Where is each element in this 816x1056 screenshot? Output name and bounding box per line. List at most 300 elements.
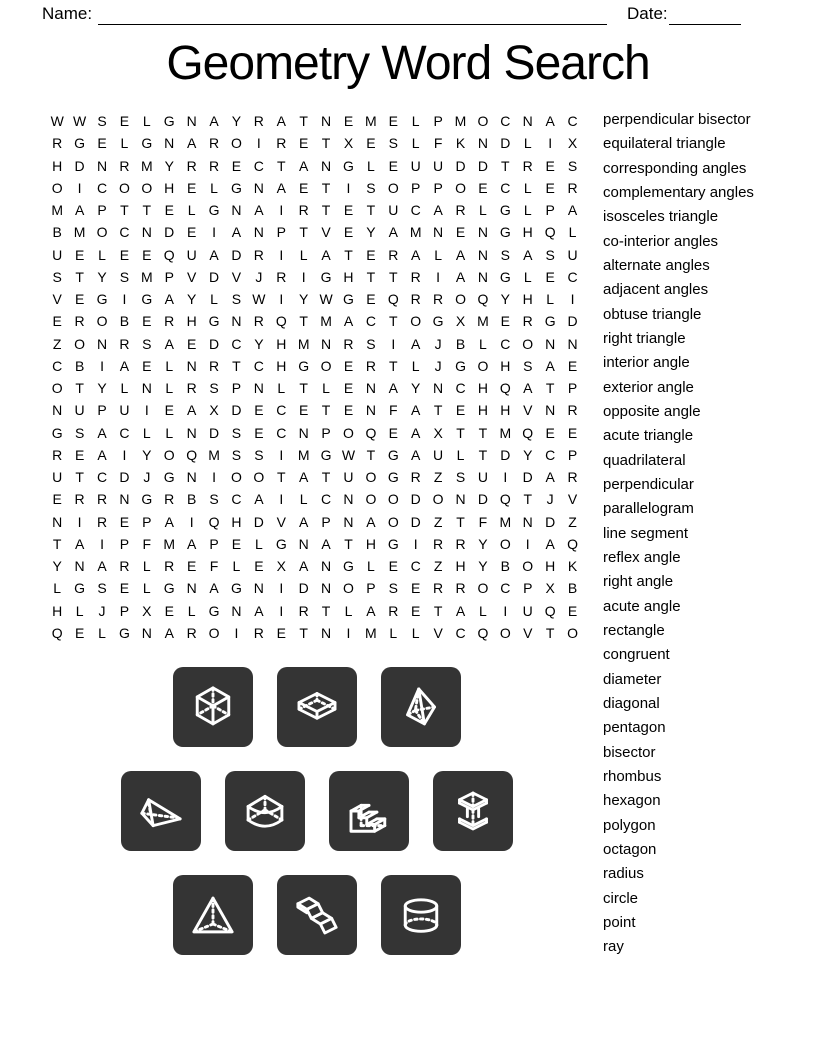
name-label: Name: — [42, 4, 93, 23]
grid-letter: A — [545, 535, 555, 552]
date-label: Date: — [627, 4, 668, 23]
grid-letter: T — [299, 313, 308, 330]
grid-letter: E — [142, 357, 152, 374]
word-list-item: hexagon — [603, 792, 661, 810]
name-blank-line[interactable] — [98, 9, 607, 25]
grid-letter: E — [164, 202, 174, 218]
grid-letter: E — [74, 291, 85, 307]
grid-letter: M — [208, 446, 220, 463]
grid-letter: P — [231, 380, 242, 396]
grid-letter: I — [122, 291, 127, 307]
grid-letter: E — [478, 179, 488, 196]
grid-letter: R — [410, 469, 421, 485]
grid-letter: C — [119, 424, 130, 441]
grid-letter: P — [433, 113, 443, 129]
grid-letter: L — [142, 558, 151, 574]
word-list-item: ray — [603, 938, 624, 956]
grid-letter: R — [276, 268, 287, 285]
grid-letter: D — [231, 402, 242, 419]
grid-letter: H — [276, 335, 287, 352]
grid-letter: O — [499, 535, 511, 552]
grid-letter: B — [52, 224, 62, 241]
word-list-item: isosceles triangle — [603, 208, 719, 226]
grid-letter: G — [432, 313, 444, 330]
grid-letter: I — [525, 535, 530, 552]
grid-letter: G — [320, 446, 332, 463]
grid-letter: N — [321, 624, 332, 641]
grid-letter: T — [299, 380, 308, 396]
grid-letter: E — [164, 602, 174, 619]
grid-letter: R — [253, 624, 264, 641]
grid-letter: G — [163, 113, 175, 129]
grid-letter: A — [411, 246, 421, 263]
grid-letter: O — [231, 469, 242, 485]
grid-letter: A — [411, 424, 421, 441]
word-list-item: reflex angle — [603, 548, 681, 566]
grid-letter: U — [522, 602, 533, 619]
word-list-item: complementary angles — [603, 183, 754, 201]
grid-letter: Q — [477, 624, 489, 641]
grid-letter: F — [209, 558, 219, 574]
grid-letter: A — [299, 558, 309, 574]
grid-letter: V — [321, 224, 331, 241]
grid-letter: B — [567, 580, 578, 597]
grid-letter: A — [74, 202, 85, 218]
grid-letter: G — [141, 491, 153, 508]
grid-letter: N — [545, 402, 556, 419]
grid-letter: R — [253, 313, 264, 330]
grid-letter: E — [343, 113, 354, 129]
grid-letter: E — [74, 446, 85, 463]
grid-letter: H — [231, 513, 242, 530]
grid-letter: I — [279, 602, 284, 619]
grid-letter: Q — [522, 424, 534, 441]
grid-letter: B — [74, 357, 85, 374]
grid-letter: E — [455, 224, 466, 241]
grid-letter: A — [254, 602, 264, 619]
grid-letter: R — [164, 491, 175, 508]
grid-letter: O — [477, 113, 489, 129]
grid-letter: E — [343, 202, 354, 218]
word-list-item: rectangle — [603, 621, 665, 639]
grid-letter: O — [455, 179, 466, 196]
shape-tiles — [0, 667, 634, 955]
grid-letter: A — [119, 357, 130, 374]
grid-letter: E — [164, 402, 174, 419]
grid-letter: O — [118, 179, 130, 196]
word-list-item: bisector — [603, 743, 656, 761]
grid-letter: N — [321, 113, 332, 129]
grid-letter: P — [142, 513, 152, 530]
grid-letter: Y — [142, 446, 152, 463]
grid-letter: E — [545, 157, 555, 174]
grid-letter: N — [522, 513, 533, 530]
grid-letter: X — [455, 313, 466, 330]
grid-letter: O — [74, 335, 86, 352]
grid-letter: C — [545, 446, 556, 463]
grid-letter: L — [142, 113, 151, 129]
grid-letter: L — [322, 380, 330, 396]
grid-letter: A — [388, 380, 398, 396]
grid-letter: L — [434, 246, 442, 263]
grid-letter: S — [545, 246, 555, 263]
grid-letter: E — [366, 291, 376, 307]
grid-letter: U — [119, 402, 130, 419]
date-blank-line[interactable] — [669, 9, 741, 25]
grid-letter: D — [298, 580, 309, 597]
grid-letter: D — [567, 313, 578, 330]
grid-letter: A — [276, 179, 286, 196]
grid-letter: B — [455, 335, 466, 352]
grid-letter: P — [321, 513, 331, 530]
grid-letter: Q — [499, 491, 511, 508]
grid-letter: P — [119, 602, 130, 619]
grid-letter: E — [254, 424, 264, 441]
grid-letter: E — [455, 402, 466, 419]
grid-letter: R — [119, 335, 130, 352]
grid-letter: L — [366, 558, 375, 574]
grid-letter: I — [436, 268, 441, 285]
grid-letter: N — [186, 113, 197, 129]
grid-letter: J — [434, 357, 442, 374]
grid-letter: E — [52, 313, 62, 330]
grid-letter: R — [522, 313, 533, 330]
word-list-item: opposite angle — [603, 402, 701, 420]
grid-letter: E — [388, 558, 398, 574]
grid-letter: B — [119, 313, 130, 330]
grid-letter: E — [74, 246, 85, 263]
grid-letter: H — [276, 357, 287, 374]
grid-letter: O — [432, 491, 444, 508]
word-list-item: quadrilateral — [603, 451, 686, 469]
word-list-item: radius — [603, 865, 644, 883]
grid-letter: Y — [52, 558, 62, 574]
word-list-item: acute triangle — [603, 427, 694, 445]
grid-letter: O — [231, 135, 242, 152]
grid-letter: E — [567, 357, 578, 374]
grid-letter: R — [298, 202, 309, 218]
grid-letter: E — [74, 624, 85, 641]
grid-letter: G — [343, 157, 354, 174]
grid-letter: L — [411, 357, 420, 374]
grid-letter: G — [208, 602, 220, 619]
grid-letter: G — [499, 202, 511, 218]
grid-letter: U — [410, 157, 421, 174]
grid-letter: L — [389, 624, 398, 641]
grid-letter: N — [186, 580, 197, 597]
grid-letter: O — [387, 513, 399, 530]
grid-letter: E — [119, 513, 130, 530]
grid-letter: L — [568, 224, 577, 241]
grid-letter: R — [164, 313, 175, 330]
grid-letter: T — [321, 602, 331, 619]
grid-letter: G — [74, 580, 86, 597]
grid-letter: G — [499, 224, 511, 241]
grid-letter: I — [234, 624, 239, 641]
grid-letter: O — [253, 469, 265, 485]
grid-letter: Q — [365, 424, 377, 441]
grid-letter: Y — [164, 157, 174, 174]
grid-letter: P — [433, 179, 443, 196]
grid-letter: R — [298, 602, 309, 619]
grid-letter: O — [96, 224, 108, 241]
grid-letter: G — [320, 268, 332, 285]
grid-letter: H — [500, 402, 511, 419]
grid-letter: R — [455, 202, 466, 218]
grid-letter: C — [119, 224, 130, 241]
grid-letter: D — [545, 513, 556, 530]
grid-letter: L — [142, 580, 151, 597]
grid-letter: Y — [299, 291, 309, 307]
grid-letter: G — [96, 291, 108, 307]
grid-letter: T — [232, 357, 241, 374]
grid-letter: M — [297, 335, 310, 352]
grid-letter: U — [52, 469, 63, 485]
grid-letter: E — [366, 135, 376, 152]
grid-letter: N — [343, 491, 354, 508]
grid-letter: R — [74, 313, 85, 330]
grid-letter: L — [98, 624, 106, 641]
grid-letter: O — [343, 580, 354, 597]
grid-letter: I — [346, 624, 351, 641]
grid-letter: N — [298, 535, 309, 552]
grid-letter: Q — [477, 291, 489, 307]
shape-tile-zigzag-steps — [277, 875, 357, 955]
grid-letter: A — [186, 402, 197, 419]
grid-letter: I — [570, 291, 575, 307]
grid-letter: P — [523, 580, 533, 597]
grid-letter: V — [52, 291, 62, 307]
grid-letter: M — [477, 313, 489, 330]
grid-letter: O — [51, 380, 63, 396]
grid-letter: I — [301, 268, 306, 285]
grid-letter: H — [477, 380, 488, 396]
grid-letter: T — [366, 268, 376, 285]
grid-letter: O — [208, 624, 220, 641]
grid-letter: Y — [97, 268, 107, 285]
grid-letter: C — [276, 402, 287, 419]
grid-letter: S — [231, 424, 242, 441]
grid-letter: S — [254, 446, 264, 463]
grid-letter: I — [279, 202, 284, 218]
grid-letter: N — [477, 268, 488, 285]
grid-letter: R — [365, 357, 376, 374]
grid-letter: D — [500, 135, 511, 152]
grid-letter: N — [343, 513, 354, 530]
word-list-item: right triangle — [603, 329, 686, 347]
grid-letter: S — [119, 268, 130, 285]
grid-letter: R — [343, 335, 354, 352]
grid-letter: Q — [567, 535, 578, 552]
grid-letter: H — [477, 402, 488, 419]
grid-letter: E — [254, 558, 264, 574]
grid-letter: N — [365, 380, 376, 396]
grid-letter: I — [212, 469, 216, 485]
grid-letter: P — [276, 224, 286, 241]
grid-letter: M — [365, 624, 377, 641]
shape-tile-cylinder-sector — [225, 771, 305, 851]
grid-letter: A — [523, 380, 533, 396]
grid-letter: F — [433, 135, 443, 152]
word-list-item: adjacent angles — [603, 281, 709, 299]
grid-letter: C — [410, 202, 421, 218]
grid-letter: G — [298, 357, 310, 374]
grid-letter: W — [319, 291, 333, 307]
grid-letter: C — [567, 268, 578, 285]
grid-letter: A — [545, 469, 555, 485]
grid-letter: R — [208, 357, 220, 374]
grid-letter: I — [279, 580, 284, 597]
grid-letter: I — [100, 357, 104, 374]
grid-letter: N — [141, 224, 152, 241]
grid-letter: M — [51, 202, 64, 218]
grid-letter: F — [142, 535, 152, 552]
grid-letter: E — [366, 246, 376, 263]
flat-box-icon — [290, 680, 344, 734]
grid-letter: T — [433, 402, 443, 419]
grid-letter: L — [277, 380, 286, 396]
grid-letter: D — [410, 513, 421, 530]
word-list-item: perpendicular bisector — [603, 111, 751, 128]
grid-letter: Q — [51, 624, 63, 641]
grid-letter: T — [75, 268, 84, 285]
grid-letter: O — [387, 179, 399, 196]
grid-letter: I — [503, 469, 508, 485]
grid-letter: S — [388, 580, 398, 597]
grid-letter: Q — [544, 602, 556, 619]
grid-letter: B — [186, 491, 197, 508]
grid-letter: C — [500, 335, 511, 352]
grid-letter: D — [164, 224, 175, 241]
grid-letter: M — [320, 313, 332, 330]
grid-letter: P — [97, 402, 107, 419]
grid-letter: D — [208, 424, 220, 441]
grid-letter: T — [276, 157, 286, 174]
grid-letter: H — [522, 224, 533, 241]
grid-letter: E — [142, 246, 152, 263]
grid-letter: S — [366, 179, 376, 196]
grid-letter: N — [455, 491, 466, 508]
grid-letter: R — [410, 291, 421, 307]
grid-letter: V — [567, 491, 578, 508]
grid-letter: G — [499, 268, 511, 285]
grid-letter: U — [74, 402, 85, 419]
grid-letter: I — [77, 179, 82, 196]
grid-letter: A — [455, 246, 466, 263]
grid-letter: N — [477, 135, 488, 152]
grid-letter: A — [299, 469, 309, 485]
grid-letter: R — [96, 513, 108, 530]
grid-letter: E — [343, 402, 354, 419]
grid-letter: E — [276, 624, 286, 641]
word-list-item: interior angle — [603, 354, 690, 372]
grid-letter: A — [411, 446, 421, 463]
grid-letter: E — [186, 335, 197, 352]
grid-letter: Q — [186, 446, 198, 463]
grid-letter: C — [500, 179, 511, 196]
grid-letter: H — [343, 268, 354, 285]
grid-letter: G — [231, 179, 242, 196]
grid-letter: E — [186, 224, 197, 241]
word-list-item: congruent — [603, 646, 670, 664]
grid-letter: K — [567, 558, 578, 574]
word-list-item: line segment — [603, 524, 689, 542]
shape-tile-staircase — [329, 771, 409, 851]
grid-letter: D — [231, 246, 242, 263]
grid-letter: D — [477, 157, 488, 174]
word-list-item: diameter — [603, 670, 662, 688]
grid-letter: R — [74, 491, 85, 508]
grid-letter: H — [455, 558, 466, 574]
grid-letter: L — [366, 157, 375, 174]
grid-letter: E — [186, 558, 197, 574]
word-list-item: perpendicular — [603, 475, 694, 493]
grid-letter: D — [253, 513, 264, 530]
grid-letter: C — [276, 424, 287, 441]
grid-letter: A — [366, 513, 376, 530]
grid-letter: S — [231, 446, 242, 463]
grid-letter: L — [165, 424, 174, 441]
grid-letter: N — [321, 580, 332, 597]
grid-letter: Z — [52, 335, 62, 352]
grid-letter: I — [391, 335, 396, 352]
shape-tile-pyramid — [173, 875, 253, 955]
grid-letter: A — [411, 335, 421, 352]
grid-letter: P — [567, 446, 578, 463]
grid-letter: L — [299, 246, 308, 263]
grid-letter: E — [142, 313, 152, 330]
grid-letter: M — [499, 513, 512, 530]
grid-letter: N — [567, 335, 578, 352]
grid-letter: C — [567, 113, 578, 129]
grid-letter: S — [97, 113, 107, 129]
grid-letter: L — [254, 535, 263, 552]
grid-letter: T — [299, 224, 308, 241]
word-list-item: co-interior angles — [603, 232, 719, 250]
grid-letter: L — [187, 202, 196, 218]
grid-letter: L — [456, 446, 465, 463]
grid-letter: A — [186, 535, 197, 552]
grid-letter: L — [53, 580, 62, 597]
grid-letter: O — [567, 624, 578, 641]
grid-letter: J — [434, 335, 442, 352]
grid-letter: S — [366, 335, 376, 352]
word-list-item: corresponding angles — [603, 159, 747, 177]
grid-letter: T — [545, 624, 555, 641]
grid-letter: G — [231, 580, 242, 597]
grid-letter: L — [98, 246, 106, 263]
grid-letter: C — [455, 380, 466, 396]
grid-letter: S — [209, 380, 219, 396]
grid-letter: N — [545, 335, 556, 352]
grid-letter: E — [343, 357, 354, 374]
grid-letter: X — [545, 580, 555, 597]
grid-letter: A — [164, 624, 174, 641]
grid-letter: T — [433, 602, 443, 619]
grid-letter: Q — [544, 224, 556, 241]
grid-letter: R — [52, 135, 63, 152]
grid-letter: J — [255, 268, 263, 285]
grid-letter: P — [545, 202, 555, 218]
page-title: Geometry Word Search — [166, 37, 650, 90]
grid-letter: K — [455, 135, 466, 152]
grid-letter: H — [365, 535, 376, 552]
grid-letter: I — [279, 446, 284, 463]
grid-letter: L — [523, 268, 532, 285]
grid-letter: I — [346, 179, 351, 196]
grid-letter: E — [388, 157, 398, 174]
grid-letter: L — [299, 491, 308, 508]
